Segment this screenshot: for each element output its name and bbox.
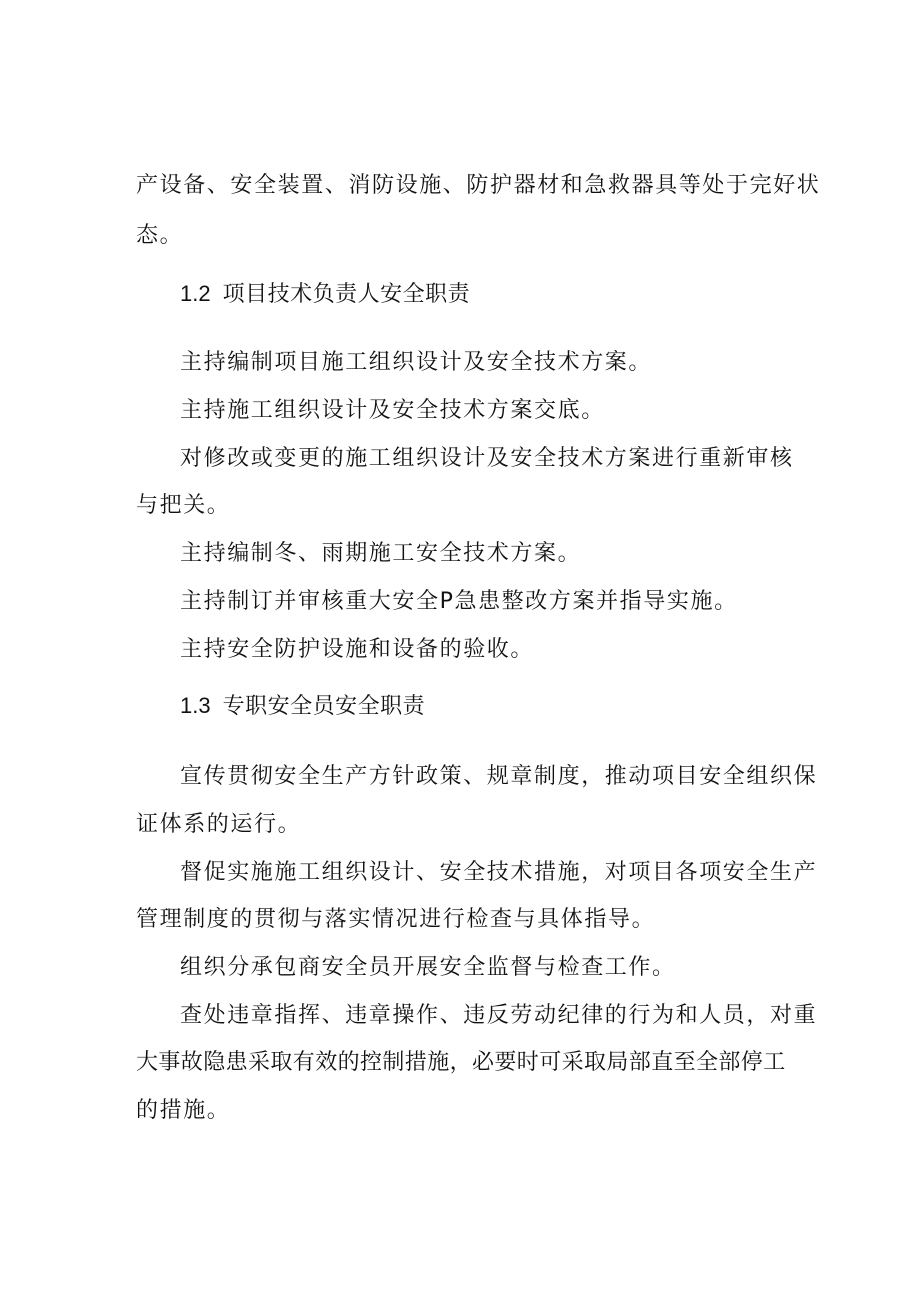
paragraph-line: 督促实施施工组织设计、安全技术措施，对项目各项安全生产 (180, 860, 818, 885)
paragraph-line: 组织分承包商安全员开展安全监督与检查工作。 (180, 955, 676, 980)
section-title: 专职安全员安全职责 (222, 694, 426, 719)
paragraph-line: 主持制订并审核重大安全P急患整改方案并指导实施。 (180, 589, 738, 614)
paragraph-line: 主持安全防护设施和设备的验收。 (180, 637, 535, 662)
section-number: 1.3 (180, 693, 211, 718)
section-heading-1-3 (180, 693, 425, 720)
paragraph-line: 查处违章指挥、违章操作、违反劳动纪律的行为和人员，对重 (180, 1003, 818, 1028)
paragraph-line: 主持编制冬、雨期施工安全技术方案。 (180, 541, 582, 566)
paragraph-line: 主持编制项目施工组织设计及安全技术方案。 (180, 350, 653, 375)
section-title: 项目技术负责人安全职责 (222, 282, 471, 307)
paragraph-line: 管理制度的贯彻与落实情况进行检查与具体指导。 (136, 907, 656, 932)
paragraph-line: 与把关。 (136, 493, 231, 518)
paragraph-line: 对修改或变更的施工组织设计及安全技术方案进行重新审核 (180, 446, 794, 471)
section-number: 1.2 (180, 281, 211, 306)
paragraph-line: 大事故隐患采取有效的控制措施，必要时可采取局部直至全部停工 (136, 1050, 786, 1075)
section-heading-1-2 (180, 281, 470, 308)
paragraph-line: 证体系的运行。 (136, 812, 302, 837)
paragraph-line: 态。 (136, 223, 184, 248)
paragraph-line: 的措施。 (136, 1098, 231, 1123)
paragraph-line: 产设备、安全装置、消防设施、防护器材和急救器具等处于完好状 (136, 173, 821, 198)
paragraph-line: 宣传贯彻安全生产方针政策、规章制度，推动项目安全组织保 (180, 764, 818, 789)
paragraph-line: 主持施工组织设计及安全技术方案交底。 (180, 398, 605, 423)
